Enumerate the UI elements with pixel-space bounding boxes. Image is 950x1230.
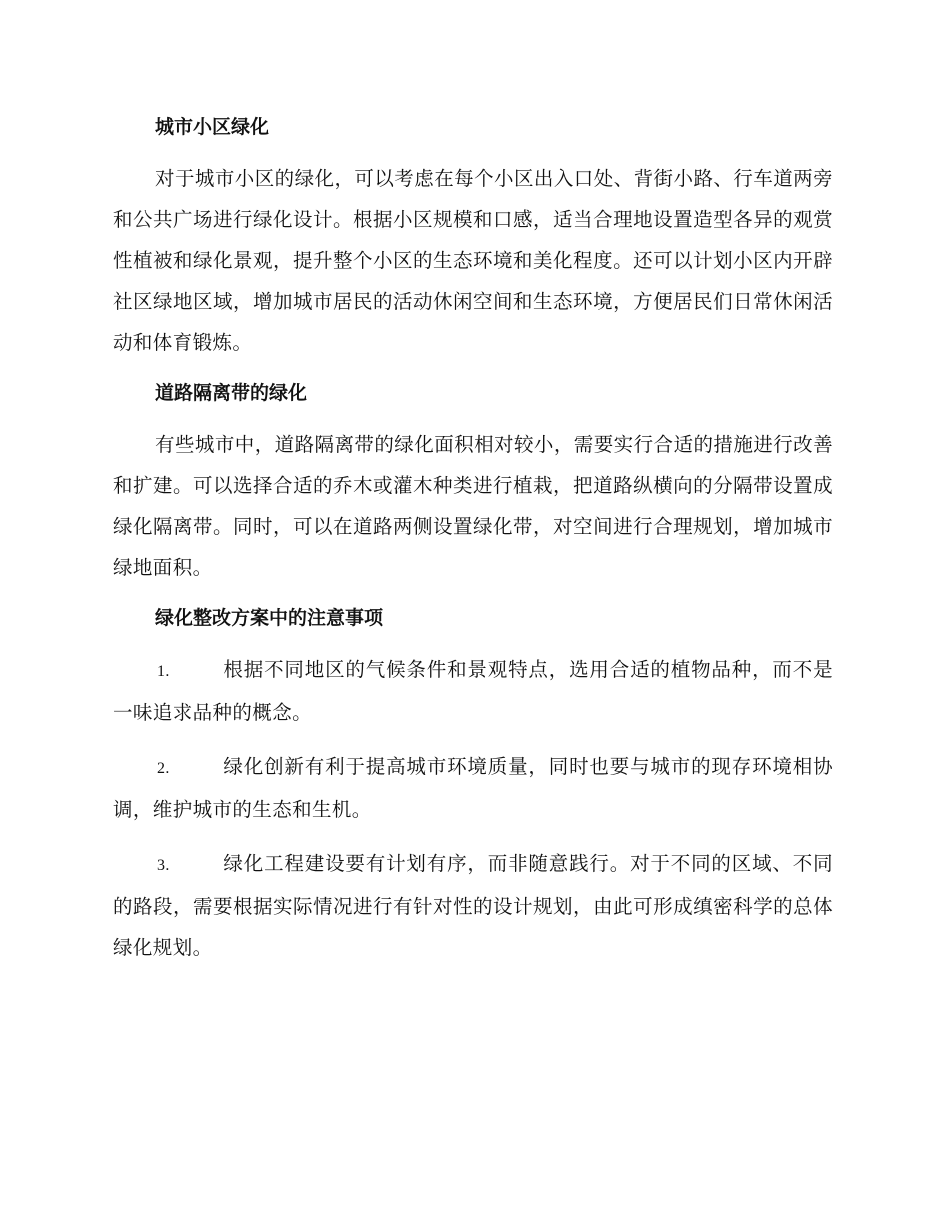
paragraph-road-median-greening: 有些城市中，道路隔离带的绿化面积相对较小，需要实行合适的措施进行改善和扩建。可以选择合适的乔木或灌木种类进行植栽，把道路纵横向的分隔带设置成绿化隔离带。同时，可以在道路两侧设置绿化带，对空间进行合理规划，增加城市绿地面积。 <box>113 433 833 579</box>
list-item-text: 绿化工程建设要有计划有序，而非随意践行。对于不同的区域、不同的路段，需要根据实际情况进行有针对性的设计规划，由此可形成缜密科学的总体绿化规划。 <box>113 852 833 959</box>
list-item <box>113 649 833 733</box>
list-item-number: 2. <box>157 760 170 777</box>
section-heading-notes: 绿化整改方案中的注意事项 <box>155 607 384 629</box>
paragraph-community-greening: 对于城市小区的绿化，可以考虑在每个小区出入口处、背街小路、行车道两旁和公共广场进行绿化设计。根据小区规模和口感，适当合理地设置造型各异的观赏性植被和绿化景观，提升整个小区的生态环境和美化程度。还可以计划小区内开辟社区绿地区域，增加城市居民的活动休闲空间和生态环境，方便居民们日常休闲活动和体育锻炼。 <box>113 167 833 354</box>
section-heading-road-median-greening: 道路隔离带的绿化 <box>155 382 308 404</box>
document-body <box>113 108 833 968</box>
list-item-text: 根据不同地区的气候条件和景观特点，选用合适的植物品种，而不是一味追求品种的概念。 <box>113 658 833 724</box>
list-item-text: 绿化创新有利于提高城市环境质量，同时也要与城市的现存环境相协调，维护城市的生态和生机。 <box>113 755 833 821</box>
list-item-number: 1. <box>157 663 170 680</box>
section-heading-community-greening: 城市小区绿化 <box>155 116 270 138</box>
list-item <box>113 746 833 830</box>
list-item-number: 3. <box>157 857 170 874</box>
list-item <box>113 843 833 968</box>
